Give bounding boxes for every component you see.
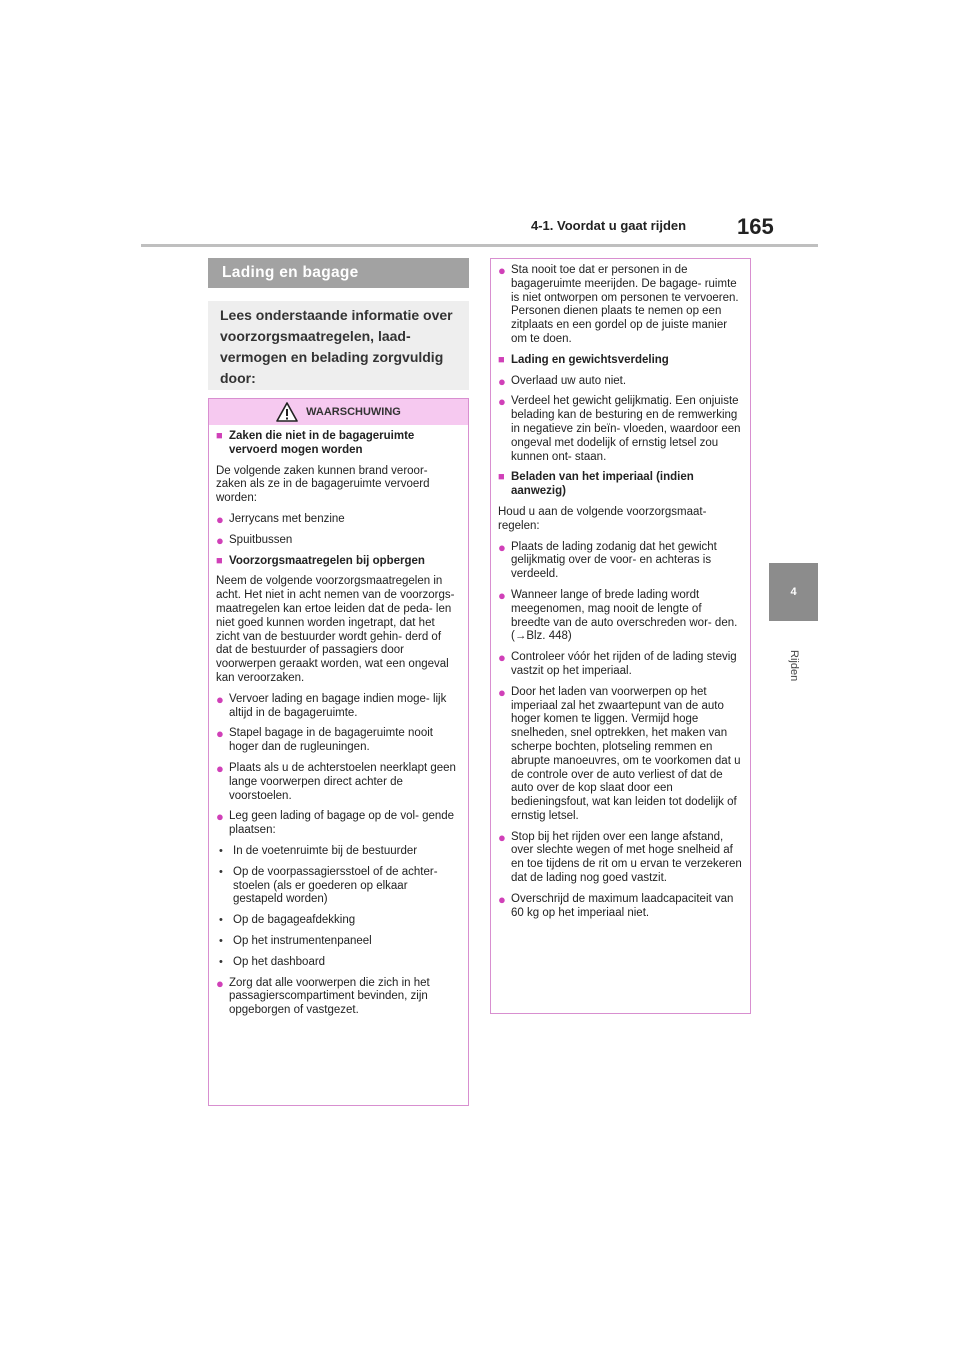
circle-bullet-icon: ● <box>216 726 224 742</box>
intro-text: Lees onderstaande informatie over voorzorgsmaatregelen, laad- vermogen en belading zorgvuldig door: <box>208 301 469 390</box>
paragraph: De volgende zaken kunnen brand veroor- zaken als ze in de bagageruimte vervoerd worden: <box>216 464 430 505</box>
sub-list-item-text: Op de voorpassagiersstoel of de achter- stoelen (als er goederen op elkaar gestapeld worden) <box>233 865 438 906</box>
subheading <box>216 555 460 569</box>
sub-list-item <box>216 845 460 859</box>
circle-bullet-icon: ● <box>498 539 506 555</box>
list-item <box>216 693 460 721</box>
sub-list-item-text: Op het dashboard <box>233 955 326 968</box>
list-item <box>498 375 742 389</box>
circle-bullet-icon: ● <box>216 975 224 991</box>
dot-bullet-icon: • <box>219 955 223 968</box>
subheading-text: Voorzorgsmaatregelen bij opbergen <box>229 554 425 567</box>
loading-info-box <box>490 258 751 1014</box>
dot-bullet-icon: • <box>219 844 223 857</box>
list-item <box>498 541 742 582</box>
dot-bullet-icon: • <box>219 914 223 927</box>
circle-bullet-icon: ● <box>498 394 506 410</box>
paragraph: Neem de volgende voorzorgsmaatregelen in acht. Het niet in acht nemen van de voorzorgs- maatregelen kan ertoe leiden dat de peda- len niet goed kunnen worden ingetrapt, dat het zicht van de bestuurder wordt gehin- derd of dat de bestuurder of passagiers door voorwerpen geraakt worden, wat een ongeval kan veroorzaken. <box>216 575 455 684</box>
list-item <box>498 395 742 464</box>
list-item-text: Stapel bagage in de bagageruimte nooit hoger dan de rugleuningen. <box>229 727 433 754</box>
subheading-text: Zaken die niet in de bagageruimte vervoerd mogen worden <box>229 430 415 456</box>
list-item-text: Spuitbussen <box>229 533 293 546</box>
list-item-text: Plaats als u de achterstoelen neerklapt geen lange voorwerpen direct achter de voorstoelen. <box>229 761 456 802</box>
list-item-text: Sta nooit toe dat er personen in de bagageruimte meerijden. De bagage- ruimte is niet ontworpen om personen te vervoeren. Personen dienen plaats te nemen op een zitplaats en een gordel op de juiste manier om te doen. <box>511 264 739 345</box>
warning-box <box>208 398 469 1106</box>
list-item-text: Controleer vóór het rijden of de lading stevig vastzit op het imperiaal. <box>511 651 737 677</box>
square-bullet-icon: ■ <box>216 554 223 567</box>
sub-list-item <box>216 935 460 949</box>
circle-bullet-icon: ● <box>216 511 224 527</box>
list-item <box>216 727 460 755</box>
sub-list-item <box>216 956 460 970</box>
list-item <box>498 264 742 347</box>
warning-header <box>209 399 468 425</box>
square-bullet-icon: ■ <box>498 353 505 366</box>
list-item <box>216 977 460 1018</box>
list-item <box>216 762 460 803</box>
dot-bullet-icon: • <box>219 865 223 878</box>
circle-bullet-icon: ● <box>498 650 506 666</box>
subheading-text: Lading en gewichtsverdeling <box>511 353 669 366</box>
list-item-text: Door het laden van voorwerpen op het imperiaal zal het zwaartepunt van de auto hoger komen te liggen. Vermijd hoge snelheden, snel optrekken, het maken van scherpe bochten, plotseling remmen en abrupte manoeuvres, om te voorkomen dat u de controle over de auto verliest of dat de auto over de kop slaat door een bedieningsfout, wat kan leiden tot dodelijk of ernstig letsel. <box>511 685 741 822</box>
warning-triangle-icon <box>276 402 298 422</box>
list-item <box>216 534 460 548</box>
list-item-text: Overschrijd de maximum laadcapaciteit van 60 kg op het imperiaal niet. <box>511 892 734 919</box>
sub-list-item <box>216 914 460 928</box>
list-item <box>498 589 742 644</box>
sub-list-item-text: Op het instrumentenpaneel <box>233 934 372 947</box>
circle-bullet-icon: ● <box>498 829 506 845</box>
subheading <box>498 471 742 499</box>
chapter-label-text: Rijden <box>788 650 800 682</box>
circle-bullet-icon: ● <box>216 691 224 707</box>
list-item-text: Stop bij het rijden over een lange afstand, over slechte wegen of met hoge snelheid af en toe tijdens de rit om u ervan te verzekeren dat de lading nog goed vastzit. <box>511 830 742 885</box>
list-item <box>498 651 742 679</box>
list-item-text: Vervoer lading en bagage indien moge- lijk altijd in de bagageruimte. <box>229 692 447 719</box>
chapter-tab[interactable]: 4 <box>769 563 818 621</box>
square-bullet-icon: ■ <box>498 471 505 484</box>
circle-bullet-icon: ● <box>216 809 224 825</box>
circle-bullet-icon: ● <box>216 760 224 776</box>
list-item <box>216 513 460 527</box>
list-item-text: Leg geen lading of bagage op de vol- gende plaatsen: <box>229 810 455 837</box>
dot-bullet-icon: • <box>219 934 223 947</box>
sub-list-item-text: In de voetenruimte bij de bestuurder <box>233 844 418 857</box>
circle-bullet-icon: ● <box>216 532 224 548</box>
chapter-label <box>782 650 806 710</box>
square-bullet-icon: ■ <box>216 430 223 442</box>
list-item <box>498 831 742 886</box>
loading-info-content <box>491 259 750 920</box>
section-title: 4-1. Voordat u gaat rijden <box>531 218 687 233</box>
list-item-text: Jerrycans met benzine <box>229 512 345 525</box>
header-divider <box>141 244 818 247</box>
section-heading: Lading en bagage <box>208 258 469 288</box>
subheading <box>498 354 742 368</box>
circle-bullet-icon: ● <box>498 684 506 700</box>
paragraph: Houd u aan de volgende voorzorgsmaat- regelen: <box>498 505 707 532</box>
sub-list-item <box>216 866 460 907</box>
circle-bullet-icon: ● <box>498 587 506 603</box>
list-item-text: Zorg dat alle voorwerpen die zich in het passagierscompartiment bevinden, zijn opgeborgen of vastgezet. <box>229 976 430 1017</box>
list-item-text: Plaats de lading zodanig dat het gewicht gelijkmatig over de voor- en achteras is verdeeld. <box>511 540 717 581</box>
warning-title: WAARSCHUWING <box>306 406 401 418</box>
circle-bullet-icon: ● <box>498 373 506 389</box>
list-item <box>216 810 460 838</box>
page-number: 165 <box>737 214 774 239</box>
list-item-text: Wanneer lange of brede lading wordt meegenomen, mag nooit de lengte of breedte van de auto overschreden wor- den. (→Blz. 448) <box>511 588 738 643</box>
list-item-text: Verdeel het gewicht gelijkmatig. Een onjuiste belading kan de besturing en de remwerking in negatieve zin beïn- vloeden, waardoor een ongeval met dodelijk of ernstig letsel zou kunnen ont- staan. <box>511 395 741 463</box>
circle-bullet-icon: ● <box>498 891 506 907</box>
subheading-text: Beladen van het imperiaal (indien aanwezig) <box>511 471 694 498</box>
list-item <box>498 686 742 824</box>
subheading <box>216 430 460 458</box>
list-item <box>498 893 742 921</box>
sub-list-item-text: Op de bagageafdekking <box>233 914 356 927</box>
list-item-text: Overlaad uw auto niet. <box>511 374 627 387</box>
warning-content <box>209 425 468 1018</box>
circle-bullet-icon: ● <box>498 263 506 278</box>
